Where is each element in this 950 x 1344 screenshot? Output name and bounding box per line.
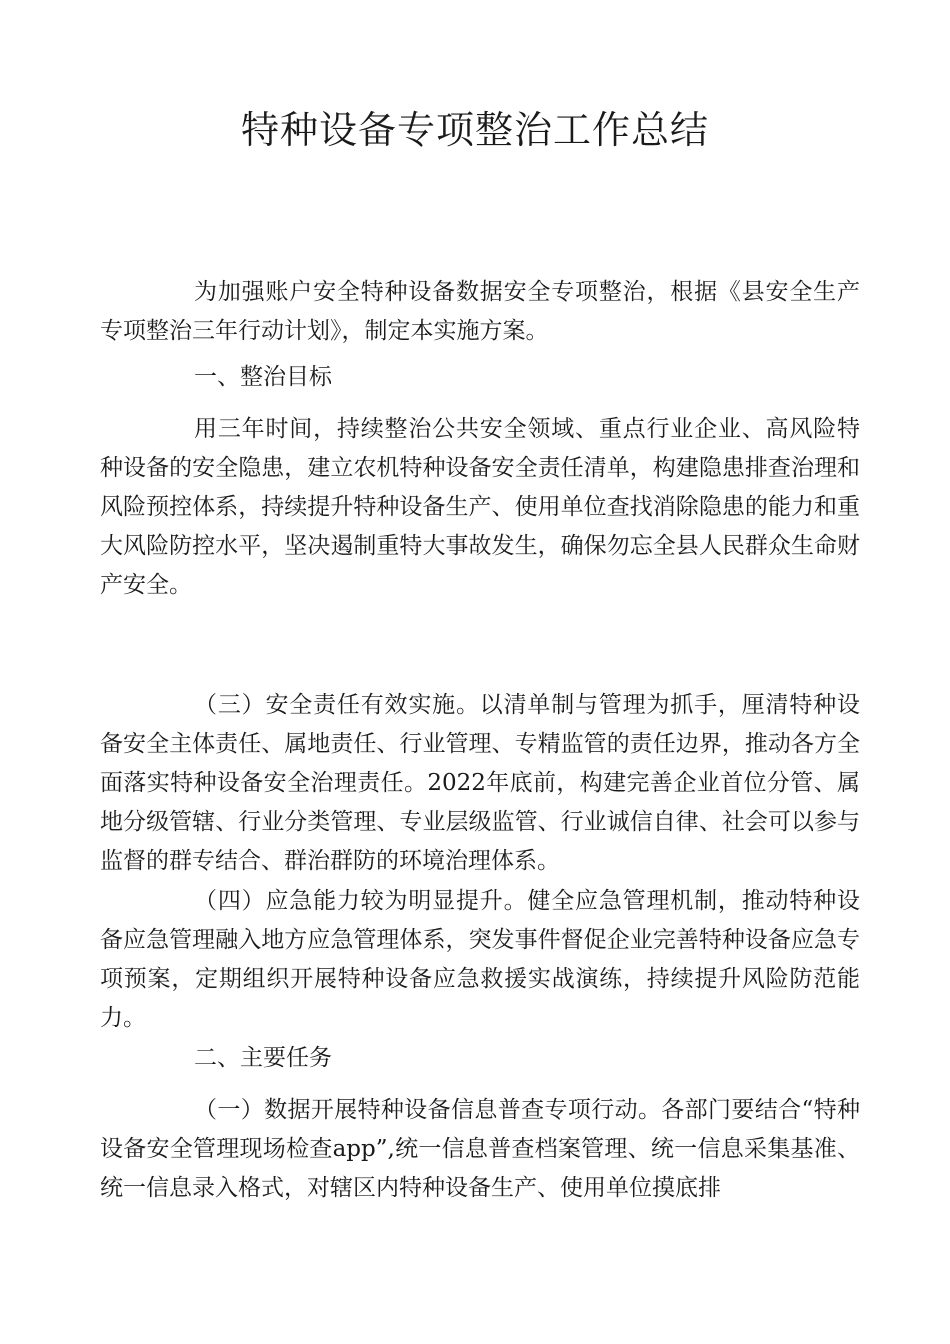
- item-3-paragraph: （三）安全责任有效实施。以清单制与管理为抓手，厘清特种设备安全主体责任、属地责任、行业管理、专精监管的责任边界，推动各方全面落实特种设备安全治理责任。2022年底前，构建完善企业首位分管、属地分级管辖、行业分类管理、专业层级监管、行业诚信自律、社会可以参与监督的群专结合、群治群防的环境治理体系。: [100, 692, 860, 874]
- item-4-paragraph: （四）应急能力较为明显提升。健全应急管理机制，推动特种设备应急管理融入地方应急管理体系，突发事件督促企业完善特种设备应急专项预案，定期组织开展特种设备应急救援实战演练，持续提升风险防范能力。: [100, 888, 860, 1031]
- intro-paragraph: 为加强账户安全特种设备数据安全专项整治，根据《县安全生产专项整治三年行动计划》，制定本实施方案。: [100, 279, 860, 344]
- section-heading-goals: 一、整治目标: [194, 364, 332, 390]
- goals-paragraph: 用三年时间，持续整治公共安全领域、重点行业企业、高风险特种设备的安全隐患，建立农机特种设备安全责任清单，构建隐患排查治理和风险预控体系，持续提升特种设备生产、使用单位查找消除隐患的能力和重大风险防控水平，坚决遏制重特大事故发生，确保勿忘全县人民群众生命财产安全。: [100, 416, 860, 598]
- section-heading-tasks: 二、主要任务: [194, 1045, 332, 1071]
- document-title: 特种设备专项整治工作总结: [240, 108, 709, 152]
- task-1-paragraph: （一）数据开展特种设备信息普查专项行动。各部门要结合“特种设备安全管理现场检查app”,统一信息普查档案管理、统一信息采集基准、统一信息录入格式，对辖区内特种设备生产、使用单位摸底排: [100, 1097, 860, 1201]
